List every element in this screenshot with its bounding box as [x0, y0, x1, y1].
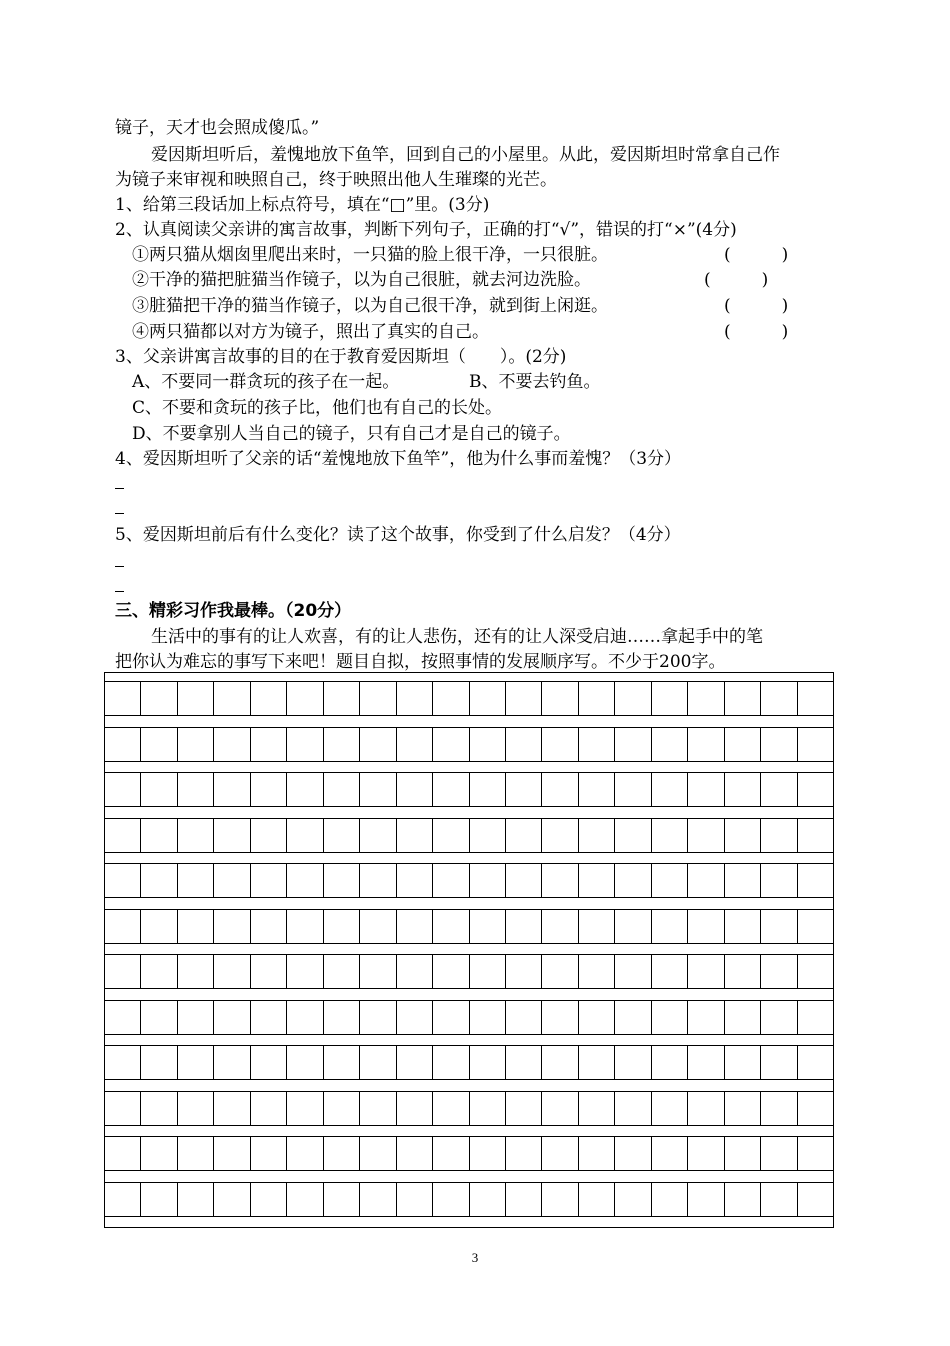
grid-cell[interactable] — [470, 910, 506, 943]
q2-item-3: ③脏猫把干净的猫当作镜子，以为自己很干净，就到街上闲逛。 — [132, 296, 608, 316]
grid-cell[interactable] — [761, 682, 797, 715]
grid-cell[interactable] — [178, 955, 214, 988]
question-1: 1、给第三段话加上标点符号，填在“□”里。(3分) — [115, 195, 490, 215]
grid-cell[interactable] — [542, 864, 578, 897]
grid-cell[interactable] — [287, 682, 323, 715]
grid-cell[interactable] — [214, 1137, 250, 1170]
grid-cell[interactable] — [214, 773, 250, 806]
grid-cell[interactable] — [470, 773, 506, 806]
grid-cell[interactable] — [433, 728, 469, 761]
grid-cell[interactable] — [178, 682, 214, 715]
grid-cell[interactable] — [470, 1183, 506, 1216]
grid-cell[interactable] — [761, 1183, 797, 1216]
grid-cell[interactable] — [798, 728, 833, 761]
grid-row — [105, 909, 833, 944]
grid-cell[interactable] — [761, 1046, 797, 1079]
grid-cell[interactable] — [542, 910, 578, 943]
grid-cell[interactable] — [615, 682, 651, 715]
grid-row — [105, 863, 833, 898]
grid-cell[interactable] — [506, 819, 542, 852]
answer-blank-q5-1[interactable] — [115, 566, 124, 567]
grid-cell[interactable] — [652, 1092, 688, 1125]
grid-cell[interactable] — [652, 1183, 688, 1216]
grid-cell[interactable] — [688, 1137, 724, 1170]
grid-cell[interactable] — [725, 682, 761, 715]
grid-cell[interactable] — [105, 682, 141, 715]
grid-cell[interactable] — [579, 819, 615, 852]
grid-cell[interactable] — [506, 1183, 542, 1216]
grid-cell[interactable] — [287, 819, 323, 852]
answer-blank-q5-2[interactable] — [115, 591, 124, 592]
grid-cell[interactable] — [470, 1137, 506, 1170]
grid-cell[interactable] — [542, 728, 578, 761]
grid-cell[interactable] — [105, 1092, 141, 1125]
grid-cell[interactable] — [761, 819, 797, 852]
grid-cell[interactable] — [761, 1137, 797, 1170]
grid-cell[interactable] — [615, 955, 651, 988]
grid-cell[interactable] — [798, 682, 833, 715]
grid-cell[interactable] — [397, 773, 433, 806]
grid-cell[interactable] — [542, 1046, 578, 1079]
grid-cell[interactable] — [506, 910, 542, 943]
grid-cell[interactable] — [725, 955, 761, 988]
q3-option-a: A、不要同一群贪玩的孩子在一起。 — [132, 372, 400, 392]
grid-cell[interactable] — [433, 910, 469, 943]
grid-cell[interactable] — [324, 1137, 360, 1170]
grid-cell[interactable] — [214, 728, 250, 761]
section-3-heading: 三、精彩习作我最棒。（20分） — [115, 601, 352, 621]
grid-cell[interactable] — [324, 728, 360, 761]
page-number: 3 — [471, 1250, 479, 1265]
grid-cell[interactable] — [105, 910, 141, 943]
grid-cell[interactable] — [141, 728, 177, 761]
grid-cell[interactable] — [688, 773, 724, 806]
question-2: 2、认真阅读父亲讲的寓言故事，判断下列句子，正确的打“√”，错误的打“×”(4分) — [115, 220, 737, 240]
grid-cell[interactable] — [251, 864, 287, 897]
grid-cell[interactable] — [251, 955, 287, 988]
grid-cell[interactable] — [251, 910, 287, 943]
grid-cell[interactable] — [652, 773, 688, 806]
grid-cell[interactable] — [141, 1183, 177, 1216]
grid-cell[interactable] — [360, 910, 396, 943]
grid-cell[interactable] — [652, 864, 688, 897]
q2-answer-paren-3[interactable]: ( ) — [724, 296, 789, 316]
grid-cell[interactable] — [798, 1046, 833, 1079]
grid-cell[interactable] — [214, 819, 250, 852]
grid-cell[interactable] — [251, 1092, 287, 1125]
grid-cell[interactable] — [542, 773, 578, 806]
q2-answer-paren-4[interactable]: ( ) — [724, 322, 789, 342]
grid-cell[interactable] — [433, 819, 469, 852]
grid-cell[interactable] — [542, 1183, 578, 1216]
grid-cell[interactable] — [251, 1183, 287, 1216]
grid-row — [105, 727, 833, 762]
passage-line-2: 爱因斯坦听后，羞愧地放下鱼竿，回到自己的小屋里。从此，爱因斯坦时常拿自己作 — [151, 145, 780, 165]
grid-cell[interactable] — [506, 1137, 542, 1170]
grid-cell[interactable] — [105, 773, 141, 806]
grid-cell[interactable] — [397, 1001, 433, 1034]
grid-cell[interactable] — [615, 1001, 651, 1034]
passage-line-3: 为镜子来审视和映照自己，终于映照出他人生璀璨的光芒。 — [115, 170, 557, 190]
grid-cell[interactable] — [141, 773, 177, 806]
grid-cell[interactable] — [360, 819, 396, 852]
grid-cell[interactable] — [542, 1092, 578, 1125]
grid-cell[interactable] — [360, 955, 396, 988]
grid-cell[interactable] — [725, 1092, 761, 1125]
grid-cell[interactable] — [433, 864, 469, 897]
grid-cell[interactable] — [615, 910, 651, 943]
grid-cell[interactable] — [652, 682, 688, 715]
grid-cell[interactable] — [579, 910, 615, 943]
grid-cell[interactable] — [324, 955, 360, 988]
grid-cell[interactable] — [251, 1001, 287, 1034]
grid-cell[interactable] — [761, 728, 797, 761]
grid-cell[interactable] — [798, 1001, 833, 1034]
grid-cell[interactable] — [688, 1183, 724, 1216]
grid-cell[interactable] — [798, 1183, 833, 1216]
grid-cell[interactable] — [579, 1183, 615, 1216]
grid-cell[interactable] — [761, 773, 797, 806]
q3-option-d: D、不要拿别人当自己的镜子，只有自己才是自己的镜子。 — [132, 424, 571, 444]
grid-row — [105, 818, 833, 853]
grid-cell[interactable] — [615, 1137, 651, 1170]
grid-cell[interactable] — [470, 1001, 506, 1034]
grid-cell[interactable] — [141, 1137, 177, 1170]
grid-cell[interactable] — [615, 728, 651, 761]
grid-cell[interactable] — [214, 1092, 250, 1125]
grid-cell[interactable] — [542, 955, 578, 988]
grid-cell[interactable] — [688, 728, 724, 761]
grid-row — [105, 1182, 833, 1217]
grid-cell[interactable] — [178, 1092, 214, 1125]
q3-option-b: B、不要去钓鱼。 — [469, 372, 601, 392]
answer-blank-q4-2[interactable] — [115, 513, 124, 514]
grid-cell[interactable] — [725, 1046, 761, 1079]
grid-cell[interactable] — [725, 910, 761, 943]
grid-cell[interactable] — [105, 1001, 141, 1034]
grid-cell[interactable] — [579, 773, 615, 806]
grid-cell[interactable] — [141, 682, 177, 715]
grid-cell[interactable] — [725, 1137, 761, 1170]
grid-cell[interactable] — [688, 1046, 724, 1079]
grid-cell[interactable] — [798, 819, 833, 852]
grid-cell[interactable] — [397, 682, 433, 715]
grid-cell[interactable] — [470, 864, 506, 897]
grid-cell[interactable] — [360, 1183, 396, 1216]
grid-cell[interactable] — [652, 819, 688, 852]
grid-row — [105, 681, 833, 716]
grid-cell[interactable] — [141, 1001, 177, 1034]
grid-cell[interactable] — [287, 910, 323, 943]
grid-row — [105, 772, 833, 807]
grid-cell[interactable] — [506, 773, 542, 806]
grid-cell[interactable] — [470, 1092, 506, 1125]
grid-cell[interactable] — [178, 910, 214, 943]
grid-cell[interactable] — [141, 910, 177, 943]
grid-cell[interactable] — [397, 1092, 433, 1125]
grid-cell[interactable] — [287, 1092, 323, 1125]
grid-cell[interactable] — [324, 1183, 360, 1216]
grid-cell[interactable] — [798, 1092, 833, 1125]
grid-cell[interactable] — [761, 1001, 797, 1034]
composition-grid[interactable] — [104, 672, 834, 1228]
grid-cell[interactable] — [287, 1046, 323, 1079]
grid-cell[interactable] — [506, 1092, 542, 1125]
grid-cell[interactable] — [251, 1137, 287, 1170]
grid-cell[interactable] — [579, 1046, 615, 1079]
grid-row — [105, 1045, 833, 1080]
grid-cell[interactable] — [652, 1137, 688, 1170]
grid-cell[interactable] — [579, 728, 615, 761]
grid-cell[interactable] — [579, 864, 615, 897]
grid-cell[interactable] — [360, 773, 396, 806]
grid-cell[interactable] — [105, 1183, 141, 1216]
grid-cell[interactable] — [251, 728, 287, 761]
grid-cell[interactable] — [141, 1092, 177, 1125]
grid-row — [105, 954, 833, 989]
grid-cell[interactable] — [360, 728, 396, 761]
grid-cell[interactable] — [214, 1046, 250, 1079]
grid-cell[interactable] — [287, 1001, 323, 1034]
grid-cell[interactable] — [178, 1001, 214, 1034]
grid-cell[interactable] — [287, 955, 323, 988]
grid-cell[interactable] — [141, 955, 177, 988]
grid-cell[interactable] — [433, 773, 469, 806]
grid-cell[interactable] — [178, 819, 214, 852]
grid-cell[interactable] — [251, 1046, 287, 1079]
grid-cell[interactable] — [688, 864, 724, 897]
passage-line-1: 镜子，天才也会照成傻瓜。” — [115, 118, 320, 138]
grid-cell[interactable] — [287, 864, 323, 897]
grid-cell[interactable] — [287, 1137, 323, 1170]
q2-item-4: ④两只猫都以对方为镜子，照出了真实的自己。 — [132, 322, 489, 342]
grid-cell[interactable] — [360, 864, 396, 897]
grid-cell[interactable] — [397, 955, 433, 988]
grid-cell[interactable] — [615, 773, 651, 806]
grid-cell[interactable] — [397, 1137, 433, 1170]
q3-option-c: C、不要和贪玩的孩子比，他们也有自己的长处。 — [132, 398, 503, 418]
grid-cell[interactable] — [178, 728, 214, 761]
grid-cell[interactable] — [470, 819, 506, 852]
answer-blank-q4-1[interactable] — [115, 488, 124, 489]
grid-cell[interactable] — [761, 955, 797, 988]
grid-cell[interactable] — [506, 1046, 542, 1079]
grid-cell[interactable] — [725, 728, 761, 761]
grid-cell[interactable] — [615, 819, 651, 852]
grid-cell[interactable] — [798, 864, 833, 897]
grid-cell[interactable] — [397, 1183, 433, 1216]
grid-cell[interactable] — [324, 1046, 360, 1079]
grid-cell[interactable] — [579, 682, 615, 715]
grid-cell[interactable] — [214, 910, 250, 943]
grid-cell[interactable] — [542, 819, 578, 852]
grid-cell[interactable] — [105, 728, 141, 761]
q2-item-2: ②干净的猫把脏猫当作镜子，以为自己很脏，就去河边洗脸。 — [132, 270, 591, 290]
grid-cell[interactable] — [360, 1001, 396, 1034]
grid-cell[interactable] — [287, 773, 323, 806]
grid-cell[interactable] — [324, 819, 360, 852]
grid-cell[interactable] — [360, 682, 396, 715]
grid-cell[interactable] — [178, 1137, 214, 1170]
grid-row — [105, 1000, 833, 1035]
grid-cell[interactable] — [360, 1046, 396, 1079]
grid-cell[interactable] — [433, 1092, 469, 1125]
grid-cell[interactable] — [360, 1137, 396, 1170]
grid-cell[interactable] — [725, 1001, 761, 1034]
grid-cell[interactable] — [761, 910, 797, 943]
grid-cell[interactable] — [251, 682, 287, 715]
grid-cell[interactable] — [688, 682, 724, 715]
grid-cell[interactable] — [433, 1046, 469, 1079]
grid-cell[interactable] — [579, 955, 615, 988]
grid-cell[interactable] — [652, 910, 688, 943]
grid-cell[interactable] — [579, 1092, 615, 1125]
grid-cell[interactable] — [433, 682, 469, 715]
grid-cell[interactable] — [178, 1046, 214, 1079]
grid-cell[interactable] — [287, 728, 323, 761]
grid-cell[interactable] — [506, 682, 542, 715]
grid-row — [105, 1091, 833, 1126]
section-3-instruction-1: 生活中的事有的让人欢喜，有的让人悲伤，还有的让人深受启迪……拿起手中的笔 — [151, 627, 763, 647]
grid-cell[interactable] — [360, 1092, 396, 1125]
section-3-instruction-2: 把你认为难忘的事写下来吧！题目自拟，按照事情的发展顺序写。不少于200字。 — [115, 652, 726, 672]
grid-cell[interactable] — [105, 955, 141, 988]
grid-cell[interactable] — [178, 1183, 214, 1216]
grid-cell[interactable] — [324, 682, 360, 715]
grid-cell[interactable] — [105, 864, 141, 897]
q2-answer-paren-2[interactable]: ( ) — [704, 270, 769, 290]
grid-cell[interactable] — [725, 773, 761, 806]
grid-cell[interactable] — [287, 1183, 323, 1216]
grid-cell[interactable] — [761, 1092, 797, 1125]
grid-cell[interactable] — [178, 773, 214, 806]
grid-cell[interactable] — [506, 1001, 542, 1034]
grid-cell[interactable] — [251, 819, 287, 852]
grid-cell[interactable] — [214, 1001, 250, 1034]
grid-cell[interactable] — [688, 955, 724, 988]
grid-cell[interactable] — [506, 728, 542, 761]
grid-cell[interactable] — [433, 955, 469, 988]
grid-cell[interactable] — [214, 864, 250, 897]
grid-cell[interactable] — [761, 864, 797, 897]
grid-cell[interactable] — [652, 728, 688, 761]
grid-cell[interactable] — [105, 819, 141, 852]
grid-cell[interactable] — [798, 910, 833, 943]
question-5: 5、爱因斯坦前后有什么变化？读了这个故事，你受到了什么启发？（4分） — [115, 525, 681, 545]
grid-cell[interactable] — [615, 864, 651, 897]
grid-cell[interactable] — [798, 1137, 833, 1170]
grid-cell[interactable] — [397, 910, 433, 943]
grid-cell[interactable] — [615, 1183, 651, 1216]
grid-cell[interactable] — [542, 1137, 578, 1170]
grid-cell[interactable] — [688, 1092, 724, 1125]
grid-cell[interactable] — [105, 1046, 141, 1079]
grid-cell[interactable] — [251, 773, 287, 806]
grid-cell[interactable] — [324, 864, 360, 897]
grid-cell[interactable] — [397, 864, 433, 897]
grid-cell[interactable] — [688, 910, 724, 943]
question-3: 3、父亲讲寓言故事的目的在于教育爱因斯坦（ ）。(2分) — [115, 347, 567, 367]
grid-cell[interactable] — [470, 728, 506, 761]
grid-cell[interactable] — [725, 864, 761, 897]
grid-cell[interactable] — [652, 1046, 688, 1079]
grid-cell[interactable] — [433, 1001, 469, 1034]
grid-cell[interactable] — [397, 728, 433, 761]
grid-cell[interactable] — [470, 955, 506, 988]
grid-cell[interactable] — [688, 1001, 724, 1034]
grid-cell[interactable] — [433, 1183, 469, 1216]
grid-cell[interactable] — [798, 773, 833, 806]
grid-cell[interactable] — [579, 1001, 615, 1034]
grid-cell[interactable] — [397, 819, 433, 852]
grid-cell[interactable] — [324, 1092, 360, 1125]
grid-cell[interactable] — [615, 1092, 651, 1125]
grid-cell[interactable] — [615, 1046, 651, 1079]
grid-cell[interactable] — [214, 682, 250, 715]
grid-cell[interactable] — [141, 819, 177, 852]
grid-cell[interactable] — [798, 955, 833, 988]
question-4: 4、爱因斯坦听了父亲的话“羞愧地放下鱼竿”，他为什么事而羞愧？（3分） — [115, 449, 682, 469]
grid-cell[interactable] — [397, 1046, 433, 1079]
grid-cell[interactable] — [433, 1137, 469, 1170]
grid-cell[interactable] — [725, 819, 761, 852]
q2-item-1: ①两只猫从烟囱里爬出来时，一只猫的脸上很干净，一只很脏。 — [132, 245, 608, 265]
grid-cell[interactable] — [652, 1001, 688, 1034]
grid-cell[interactable] — [506, 955, 542, 988]
grid-cell[interactable] — [178, 864, 214, 897]
grid-cell[interactable] — [470, 682, 506, 715]
grid-cell[interactable] — [214, 1183, 250, 1216]
q2-answer-paren-1[interactable]: ( ) — [724, 245, 789, 265]
grid-row — [105, 1136, 833, 1171]
grid-cell[interactable] — [141, 864, 177, 897]
grid-cell[interactable] — [470, 1046, 506, 1079]
grid-cell[interactable] — [652, 955, 688, 988]
grid-cell[interactable] — [324, 1001, 360, 1034]
grid-cell[interactable] — [542, 682, 578, 715]
grid-cell[interactable] — [688, 819, 724, 852]
grid-cell[interactable] — [579, 1137, 615, 1170]
grid-cell[interactable] — [141, 1046, 177, 1079]
grid-cell[interactable] — [324, 773, 360, 806]
grid-cell[interactable] — [214, 955, 250, 988]
grid-cell[interactable] — [542, 1001, 578, 1034]
grid-cell[interactable] — [324, 910, 360, 943]
grid-cell[interactable] — [725, 1183, 761, 1216]
grid-cell[interactable] — [506, 864, 542, 897]
grid-cell[interactable] — [105, 1137, 141, 1170]
